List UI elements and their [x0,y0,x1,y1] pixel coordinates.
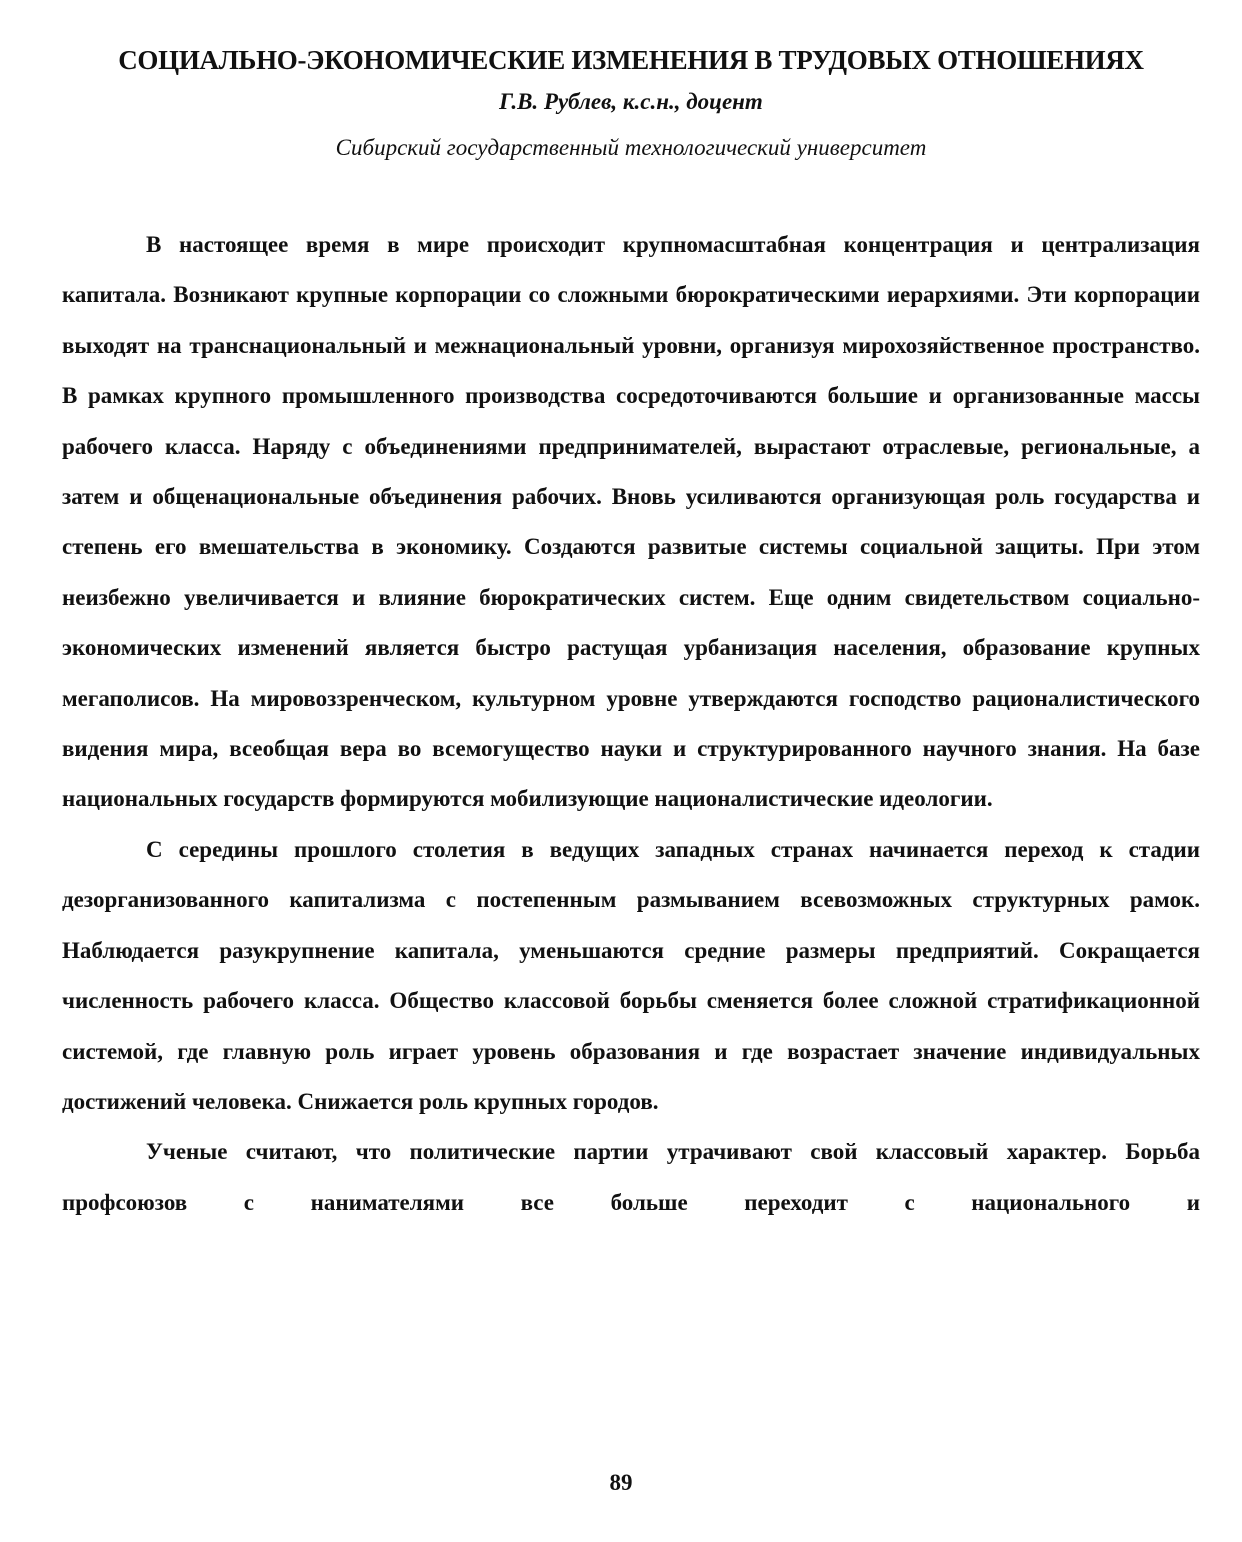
paragraph-1: В настоящее время в мире происходит крупномасштабная концентрация и централизация капитала. Возникают крупные корпорации со сложными бюрократическими иерархиями. Эти корпорации выходят на транснациональный и межнациональный уровни, организуя мирохозяйственное пространство. В рамках крупного промышленного производства сосредоточиваются большие и организованные массы рабочего класса. Наряду с объединениями предпринимателей, вырастают отраслевые, региональные, а затем и общенациональные объединения рабочих. Вновь усиливаются организующая роль государства и степень его вмешательства в экономику. Создаются развитые системы социальной защиты. При этом неизбежно увеличивается и влияние бюрократических систем. Еще одним свидетельством социально-экономических изменений является быстро растущая урбанизация населения, образование крупных мегаполисов. На мировоззренческом, культурном уровне утверждаются господство рационалистического видения мира, всеобщая вера во всемогущество науки и структурированного научного знания. На базе национальных государств формируются мобилизующие националистические идеологии. [62,232,1200,812]
paragraph-2: С середины прошлого столетия в ведущих западных странах начинается переход к стадии дезорганизованного капитализма с постепенным размыванием всевозможных структурных рамок. Наблюдается разукрупнение капитала, уменьшаются средние размеры предприятий. Сокращается численность рабочего класса. Общество классовой борьбы сменяется более сложной стратификационной системой, где главную роль играет уровень образования и где возрастает значение индивидуальных достижений человека. Снижается роль крупных городов. [62,836,1200,1114]
page-number: 89 [609,1470,633,1495]
document-page [62,38,1200,1228]
article-body [62,220,1200,1228]
affiliation-line: Сибирский государственный технологический университет [335,135,927,160]
article-title: СОЦИАЛЬНО-ЭКОНОМИЧЕСКИЕ ИЗМЕНЕНИЯ В ТРУДОВЫХ ОТНОШЕНИЯХ [118,45,1144,75]
paragraph-3: Ученые считают, что политические партии утрачивают свой классовый характер. Борьба профсоюзов с нанимателями все больше переходит с национального и [62,1139,1200,1215]
author-line: Г.В. Рублев, к.с.н., доцент [499,89,763,114]
